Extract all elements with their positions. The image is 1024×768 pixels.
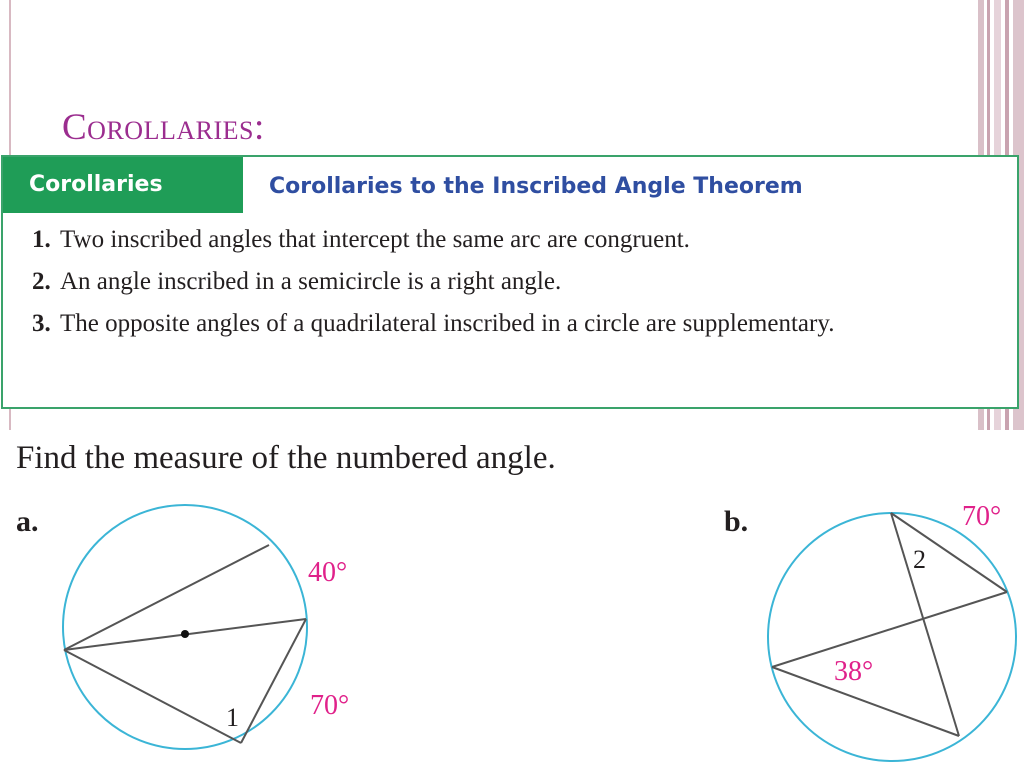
- angle-label-1: 1: [226, 703, 239, 732]
- circle-a: [63, 505, 307, 749]
- corollaries-tab-label: Corollaries: [3, 157, 243, 213]
- corollary-number: 1.: [32, 226, 51, 253]
- arc-label-a-top: 40°: [308, 557, 348, 588]
- chord-a-lower: [64, 650, 241, 743]
- chord-a-right: [241, 619, 306, 743]
- angle-label-2: 2: [913, 545, 926, 574]
- figure-a: [63, 505, 349, 749]
- chord-a-upper: [64, 545, 269, 650]
- corollary-text: Two inscribed angles that intercept the same arc are congruent.: [60, 226, 690, 253]
- corollary-number: 2.: [32, 268, 51, 295]
- part-b-label: b.: [724, 505, 749, 538]
- corollary-text: The opposite angles of a quadrilateral inscribed in a circle are supplementary.: [60, 310, 835, 337]
- arc-label-b-top: 70°: [962, 501, 1002, 532]
- arc-label-a-bottom: 70°: [310, 690, 350, 721]
- chord-b-cross-2: [772, 592, 1007, 667]
- center-point-a: [181, 630, 189, 638]
- figure-b: [768, 501, 1016, 761]
- corollary-text: An angle inscribed in a semicircle is a right angle.: [60, 268, 562, 295]
- circle-b: [768, 513, 1016, 761]
- arc-label-b-left: 38°: [834, 656, 874, 687]
- corollaries-heading: Corollaries to the Inscribed Angle Theorem: [269, 174, 803, 199]
- corollary-number: 3.: [32, 310, 51, 337]
- part-a-label: a.: [16, 505, 39, 538]
- exercise-instruction: Find the measure of the numbered angle.: [16, 440, 556, 476]
- slide-title: Corollaries:: [62, 107, 265, 148]
